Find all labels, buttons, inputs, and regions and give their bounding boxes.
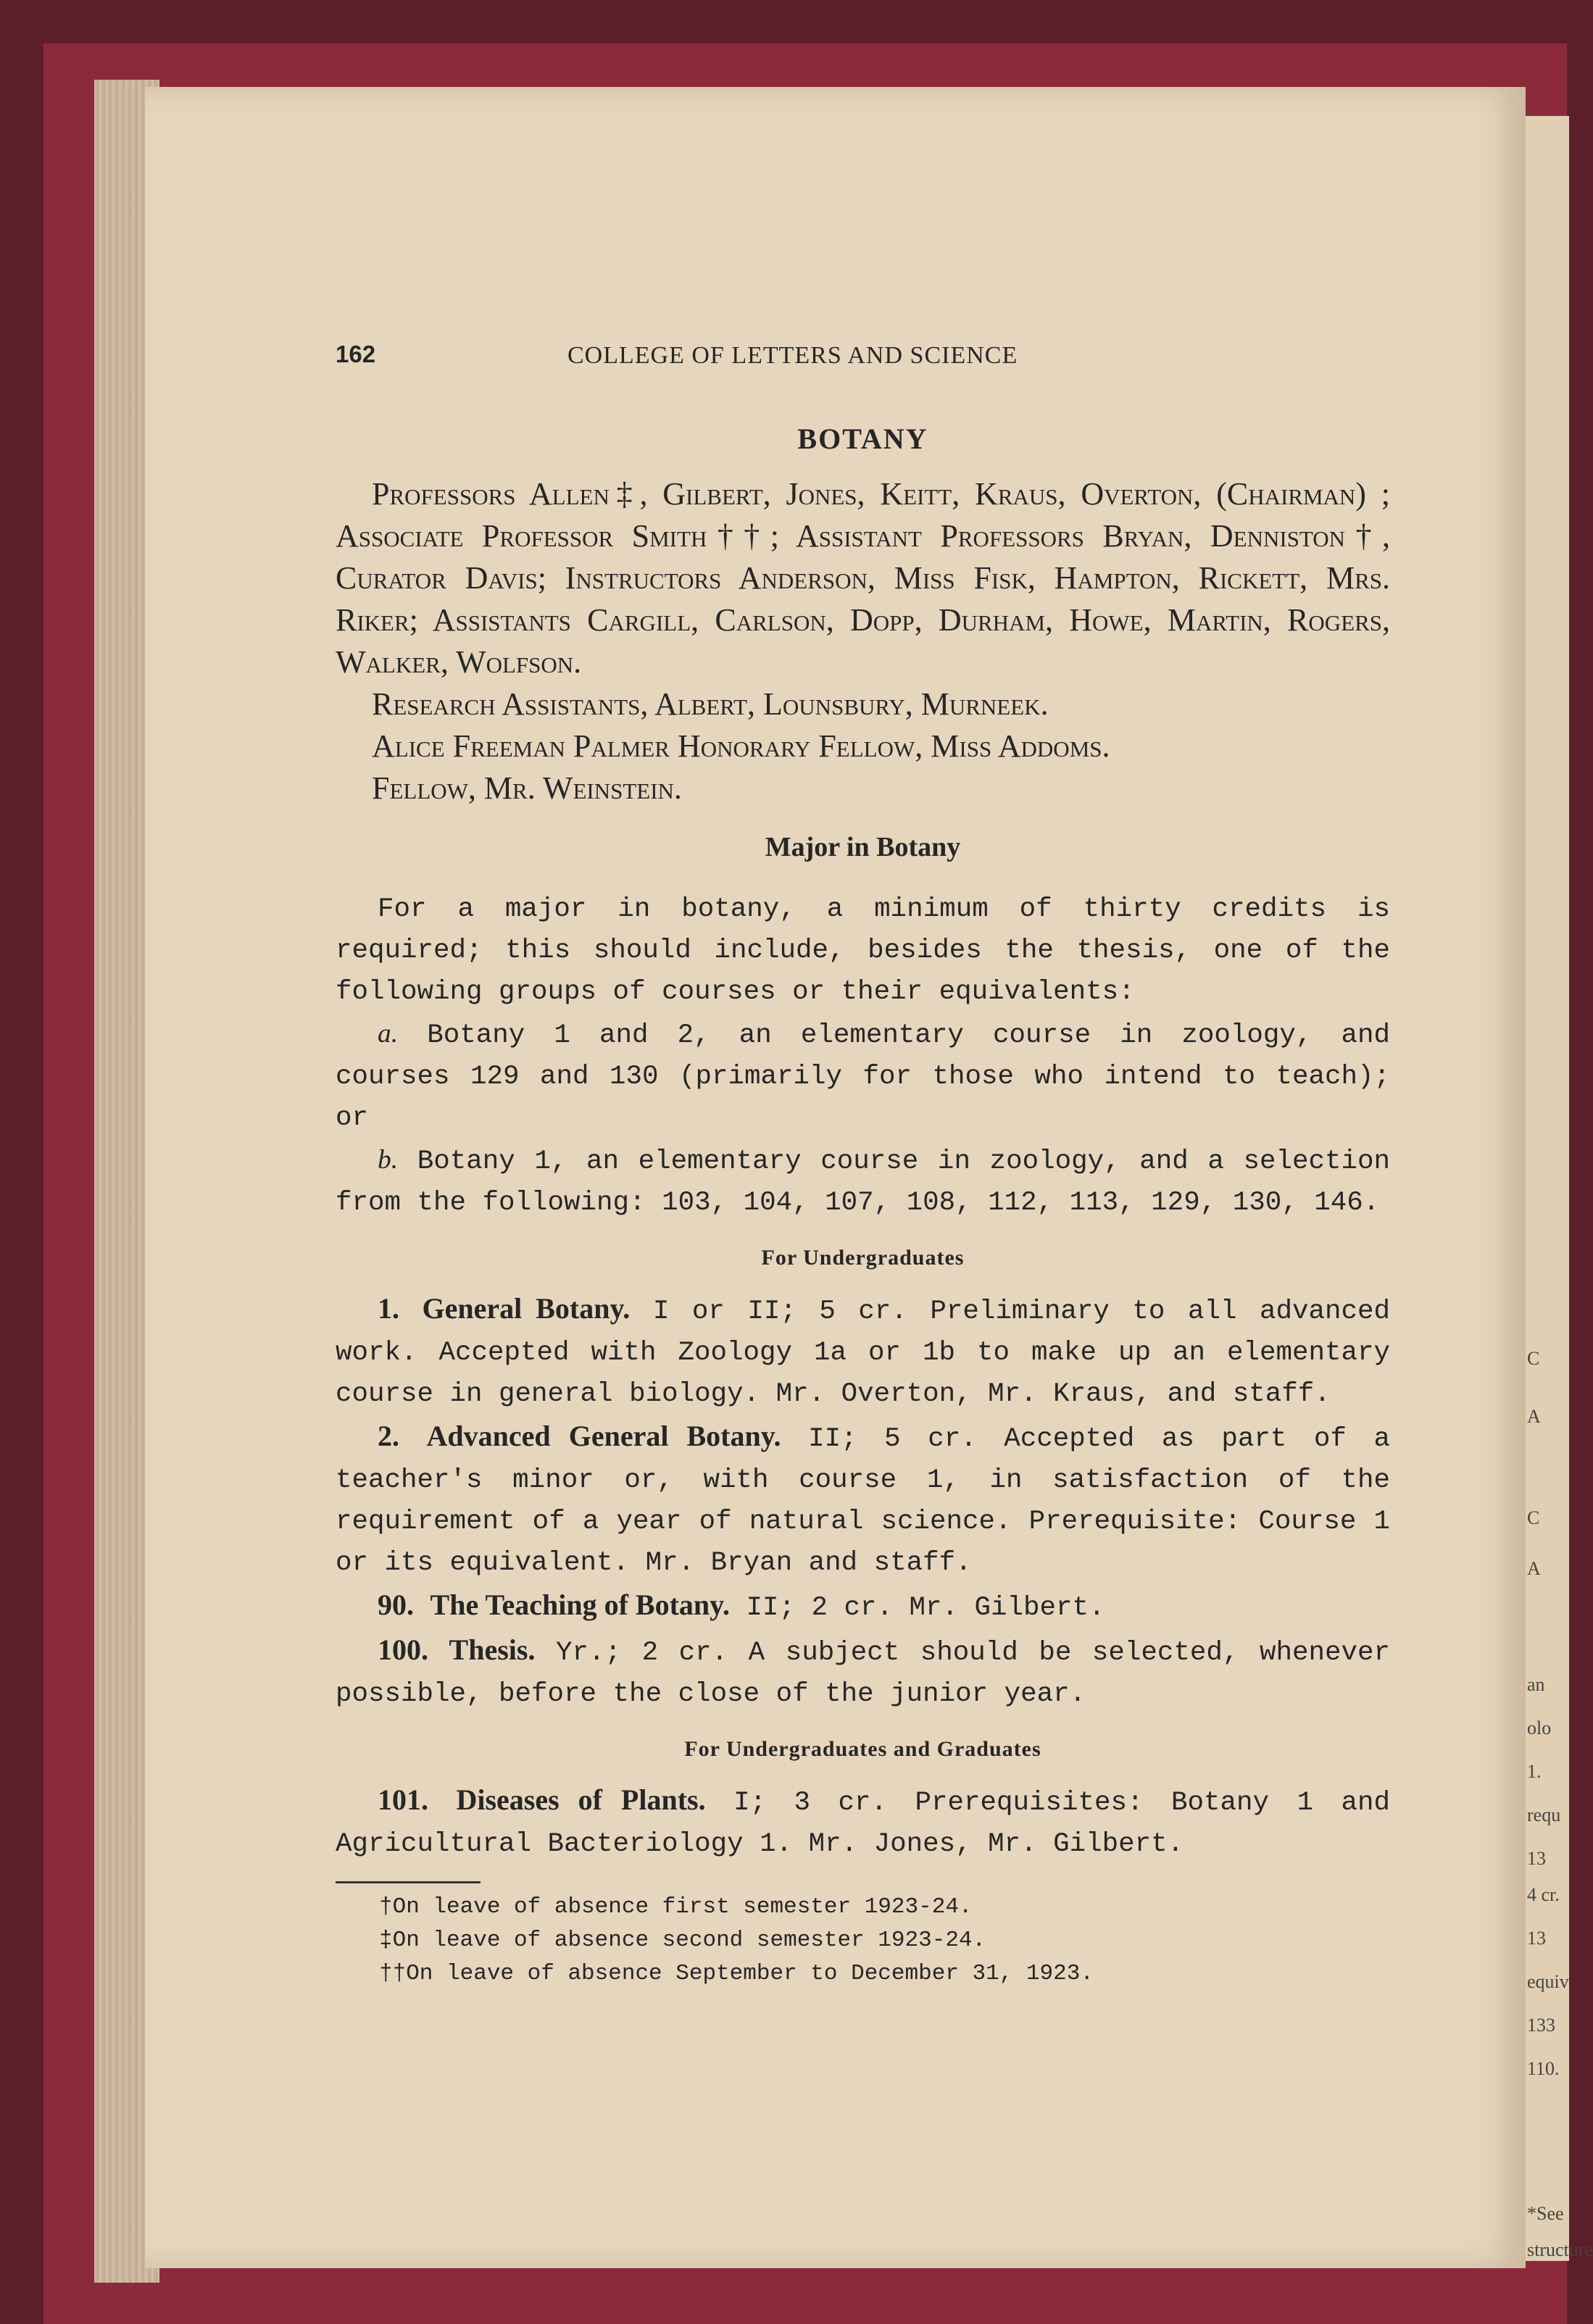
course-name: The Teaching of Botany. <box>430 1588 730 1621</box>
facing-fragment: A <box>1527 1558 1541 1579</box>
facing-fragment: an <box>1527 1674 1545 1695</box>
faculty-fellow: Fellow, Mr. Weinstein. <box>372 770 682 806</box>
facing-fragment: 4 cr. <box>1527 1884 1560 1905</box>
footnote-rule <box>336 1881 481 1883</box>
course-entry <box>336 1584 1390 1629</box>
faculty-list <box>336 473 1390 809</box>
course-name: Diseases of Plants. <box>456 1783 706 1816</box>
facing-fragment: equiv <box>1527 1971 1569 1992</box>
facing-fragment: C <box>1527 1507 1540 1528</box>
course-number: 90. <box>378 1588 414 1621</box>
course-description: I or II; 5 cr. Preliminary to all advanced work. Accepted with Zoology 1a or 1b to make up an elementary course in general biology. Mr. Overton, Mr. Kraus, and staff. <box>336 1296 1390 1409</box>
course-entry <box>336 1415 1390 1584</box>
major-option-a <box>336 1013 1390 1139</box>
faculty-honorary-fellow: Alice Freeman Palmer Honorary Fellow, Miss Addoms. <box>372 728 1110 764</box>
option-b-label: b. <box>378 1145 399 1175</box>
facing-fragment: 13 <box>1527 1928 1546 1949</box>
undergrad-heading: For Undergraduates <box>761 1246 965 1270</box>
page-text <box>336 341 1390 1991</box>
option-a-label: a. <box>378 1019 399 1049</box>
undergrad-courses <box>336 1288 1390 1715</box>
undergrad-grad-heading: For Undergraduates and Graduates <box>684 1737 1041 1761</box>
course-description: II; 2 cr. Mr. Gilbert. <box>746 1593 1105 1623</box>
major-option-b <box>336 1139 1390 1224</box>
facing-fragment: 133 <box>1527 2015 1555 2036</box>
facing-fragment: olo <box>1527 1717 1552 1738</box>
course-name: General Botany. <box>422 1292 631 1325</box>
course-number: 2. <box>378 1420 399 1452</box>
facing-fragment: A <box>1527 1406 1541 1427</box>
course-name: Advanced General Botany. <box>426 1420 781 1452</box>
facing-fragment: C <box>1527 1348 1540 1369</box>
running-title: COLLEGE OF LETTERS AND SCIENCE <box>567 342 1018 369</box>
facing-fragment: 1. <box>1527 1761 1542 1782</box>
major-heading: Major in Botany <box>765 832 961 862</box>
course-description: II; 5 cr. Accepted as part of a teacher's minor or, with course 1, in satisfaction of the requirement of a year of natural science. Prerequisite: Course 1 or its equivalent. Mr. Bryan and staff. <box>336 1424 1390 1578</box>
page-number: 162 <box>336 341 376 367</box>
facing-fragment: requ <box>1527 1804 1561 1825</box>
footnotes <box>336 1891 1390 1991</box>
facing-fragment: *See <box>1527 2203 1564 2224</box>
major-requirements <box>336 889 1390 1224</box>
course-description: Yr.; 2 cr. A subject should be selected, whenever possible, before the close of the junior year. <box>336 1638 1390 1709</box>
course-description: I; 3 cr. Prerequisites: Botany 1 and Agricultural Bacteriology 1. Mr. Jones, Mr. Gilbert. <box>336 1788 1390 1859</box>
major-intro: For a major in botany, a minimum of thirty credits is required; this should include, besides the thesis, one of the following groups of courses or their equivalents: <box>336 894 1390 1007</box>
option-b-text: Botany 1, an elementary course in zoology, and a selection from the following: 103, 104, 107, 108, 112, 113, 129, 130, 146. <box>336 1146 1390 1218</box>
facing-fragment: 110. <box>1527 2058 1560 2079</box>
faculty-research-assistants: Research Assistants, Albert, Lounsbury, Murneek. <box>372 686 1049 722</box>
department-title: BOTANY <box>797 422 928 455</box>
course-entry <box>336 1629 1390 1715</box>
course-number: 100. <box>378 1633 428 1666</box>
course-entry <box>336 1779 1390 1865</box>
facing-fragment: structure <box>1527 2239 1593 2260</box>
faculty-staff: Professors Allen‡, Gilbert, Jones, Keitt, Kraus, Overton, (Chairman) ; Associate Professor Smith††; Assistant Professors Bryan, Denniston†, Curator Davis; Instructors Anderson, Miss Fisk, Hampton, Rickett, Mrs. Riker; Assistants Cargill, Carlson, Dopp, Durham, Howe, Martin, Rogers, Walker, Wolfson. <box>336 476 1390 680</box>
footnote: ‡On leave of absence second semester 1923-24. <box>379 1928 986 1953</box>
course-number: 1. <box>378 1292 399 1325</box>
facing-fragment: 13 <box>1527 1848 1546 1869</box>
course-name: Thesis. <box>449 1633 536 1666</box>
footnote: †On leave of absence first semester 1923-24. <box>379 1894 973 1920</box>
page-header <box>336 341 1390 391</box>
course-number: 101. <box>378 1783 428 1816</box>
undergrad-grad-courses <box>336 1779 1390 1865</box>
option-a-text: Botany 1 and 2, an elementary course in zoology, and courses 129 and 130 (primarily for those who intend to teach); or <box>336 1020 1390 1133</box>
course-entry <box>336 1288 1390 1415</box>
footnote: ††On leave of absence September to December 31, 1923. <box>379 1961 1094 1986</box>
